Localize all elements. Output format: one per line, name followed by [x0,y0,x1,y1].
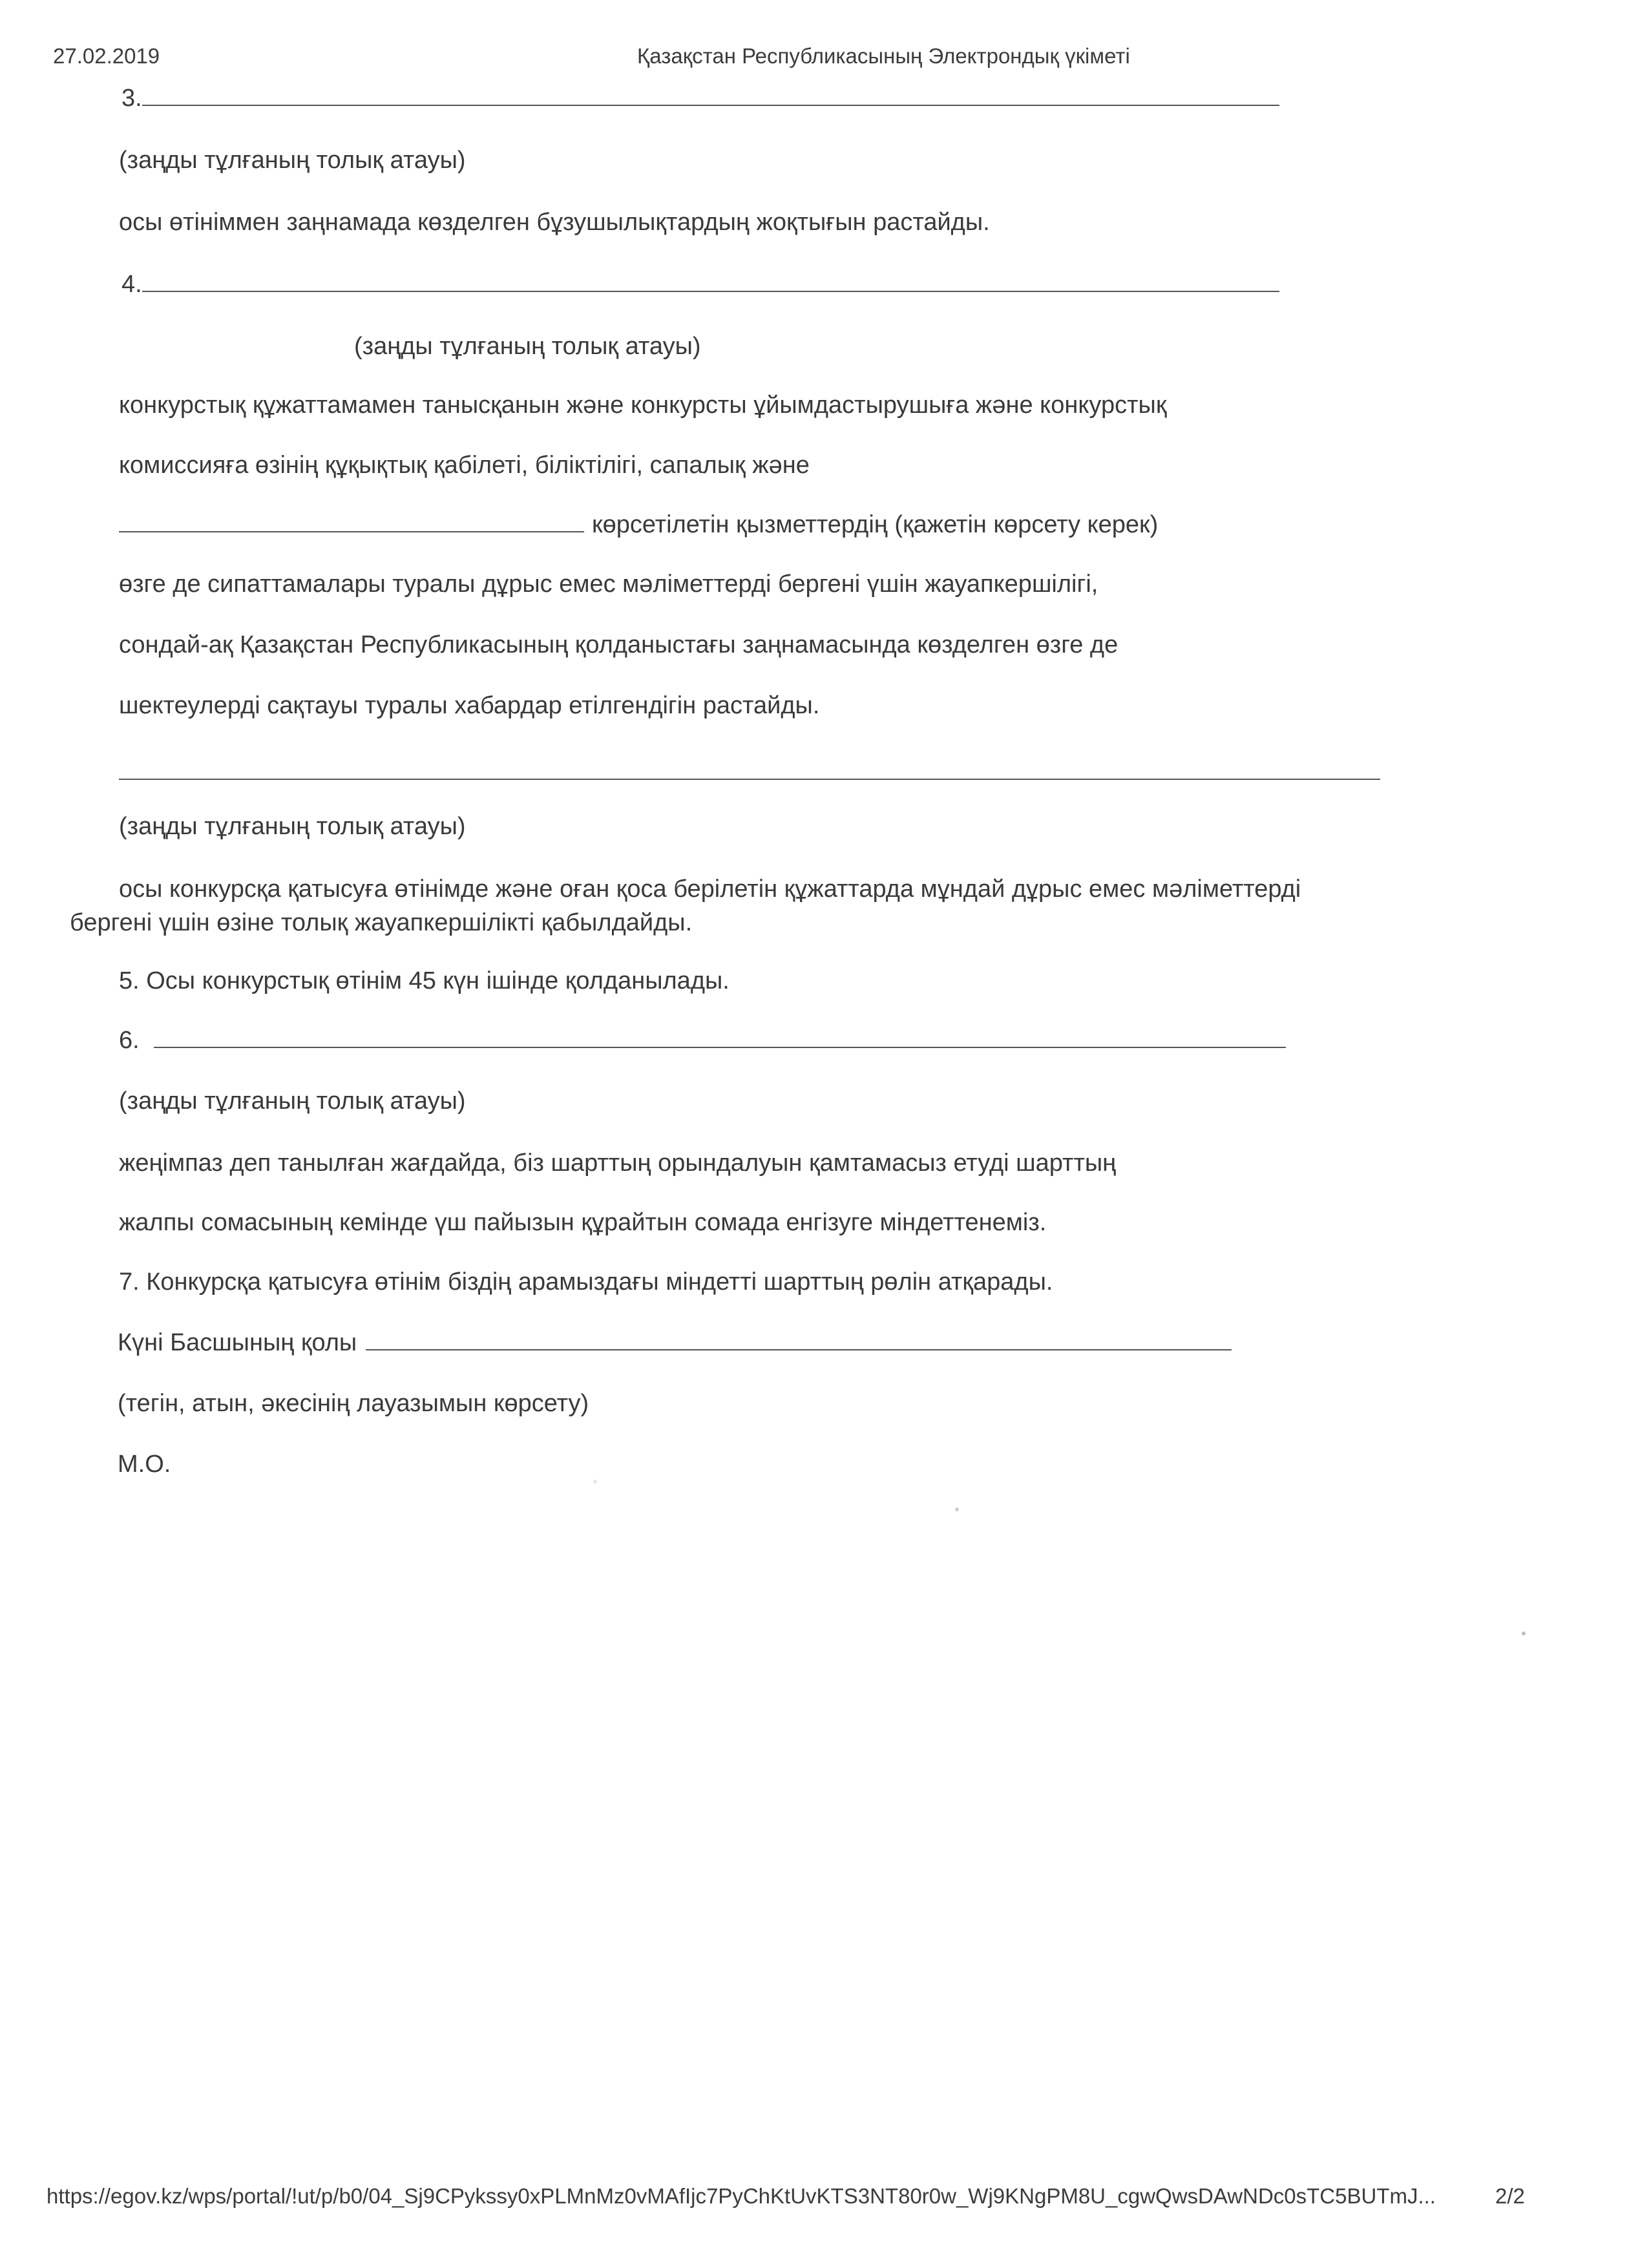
liability-text-2: бергені үшін өзіне толық жауапкершілікті қабылдайды. [70,909,693,936]
item3-blank [142,85,1279,106]
item3-line [121,84,1279,112]
item4-caption: (заңды тұлғаның толық атауы) [354,333,701,360]
signature-blank [366,1330,1232,1350]
item4-number: 4. [121,271,142,298]
item3-caption: (заңды тұлғаның толық атауы) [119,147,466,174]
services-blank [119,512,584,532]
scan-speck [955,1507,959,1511]
entity-name-rule [119,779,1380,780]
item4-text-3: көрсетілетін қызметтердің (қажетін көрсету керек) [592,511,1159,538]
item6-line [119,1026,1286,1055]
item4-text-5: сондай-ақ Қазақстан Республикасының қолданыстағы заңнамасында көзделген өзге де [119,631,1119,658]
header-title: Қазақстан Республикасының Электрондық үкіметі [637,44,1130,68]
item6-text-2: жалпы сомасының кемінде үш пайызын құрайтын сомада енгізуге міндеттенеміз. [119,1209,1047,1236]
liability-text-1: осы конкурсқа қатысуға өтінімде және оған қоса берілетін құжаттарда мұндай дұрыс емес мәліметтерді [119,876,1301,903]
footer-page-indicator: 2/2 [1495,2184,1525,2208]
scan-speck [1522,1632,1526,1635]
item4-blank [142,271,1279,292]
item6-blank [154,1027,1286,1048]
item3-number: 3. [121,85,142,112]
item4-text-3-line [119,510,1158,539]
item4-text-4: өзге де сипаттамалары туралы дұрыс емес мәліметтерді бергені үшін жауапкершілігі, [119,571,1098,598]
item4-text-2: комиссияға өзінің құқықтық қабілеті, біліктілігі, сапалық және [119,452,810,479]
item4-text-6: шектеулерді сақтауы туралы хабардар етілгендігін растайды. [119,692,820,719]
blank-caption: (заңды тұлғаның толық атауы) [119,813,466,840]
scan-speck [593,1480,597,1484]
item6-text-1: жеңімпаз деп танылған жағдайда, біз шарттың орындалуын қамтамасыз етуді шарттың [119,1150,1117,1177]
signature-label: Күні Басшының қолы [118,1329,357,1356]
item7-text: 7. Конкурсқа қатысуға өтінім біздің арамыздағы міндетті шарттың рөлін атқарады. [119,1268,1053,1296]
header-date: 27.02.2019 [53,44,160,68]
item4-line [121,270,1279,299]
signature-line [118,1328,1232,1357]
item6-number: 6. [119,1027,140,1054]
item4-text-1: конкурстық құжаттамамен танысқанын және конкурсты ұйымдастырушыға және конкурстық [119,392,1167,419]
item3-text: осы өтініммен заңнамада көзделген бұзушылықтардың жоқтығын растайды. [119,209,990,236]
item5-text: 5. Осы конкурстық өтінім 45 күн ішінде қолданылады. [119,967,730,994]
item6-caption: (заңды тұлғаның толық атауы) [119,1087,466,1115]
seal-label: М.О. [118,1451,171,1478]
signature-caption: (тегін, атын, әкесінің лауазымын көрсету) [118,1390,589,1417]
footer-url: https://egov.kz/wps/portal/!ut/p/b0/04_Sj9CPykssy0xPLMnMz0vMAfIjc7PyChKtUvKTS3NT80r0w_Wj9KNgPM8U_cgwQwsDAwNDc0sTC5BUTmJ... [47,2184,1436,2208]
